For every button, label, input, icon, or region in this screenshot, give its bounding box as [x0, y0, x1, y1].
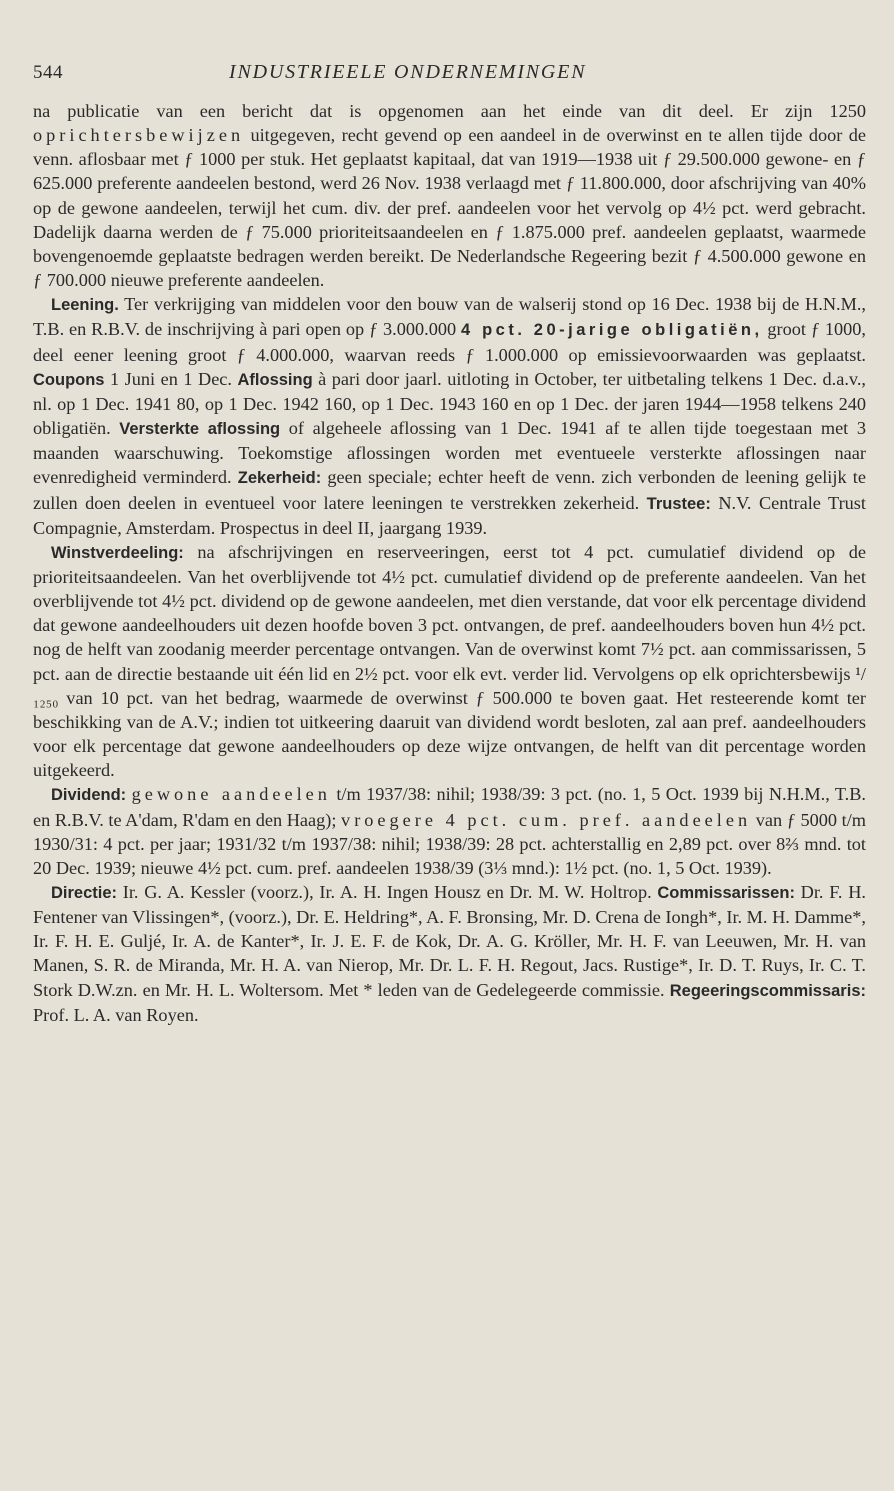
text-run: geen speciale; echter heeft de venn. zich verbonden de leening gelijk te zullen doen deelen in eventueel voor latere leeningen te verstrekken zekerheid. — [33, 467, 866, 513]
section-heading: Coupons — [33, 370, 105, 389]
section-heading: Leening. — [51, 296, 119, 315]
text-run: à pari door jaarl. uitloting in October, ter uitbetaling telkens 1 Dec. d.a.v., nl. op 1 Dec. 1941 80, op 1 Dec. 1942 160, op 1 Dec. 1943 160 en op 1 Dec. der jaren 1944—1958 telkens 240 obligatiën. — [33, 368, 866, 439]
section-heading: Trustee: — [646, 494, 711, 513]
section-heading: Directie: — [51, 884, 118, 902]
section-heading: Aflossing — [237, 370, 313, 389]
text-run: t/m 1937/38: nihil; 1938/39: 3 pct. (no. 1, 5 Oct. 1939 bij N.H.M., T.B. en R.B.V. te A'dam, R'dam en den Haag); — [33, 784, 866, 830]
text-run: uitgegeven, recht gevend op een aandeel in de overwinst en te allen tijde door de venn. aflosbaar met ƒ 1000 per stuk. Het geplaatst kapitaal, dat van 1919—1938 uit ƒ 29.500.000 gewone- en ƒ 625.000 preferente aandeelen bestond, werd 26 Nov. 1938 verlaagd met ƒ 11.800.000, door afschrijving van 40% op de gewone aandeelen, terwijl het cum. div. der pref. aandeelen voor het vervolg op 4½ pct. werd gebracht. Dadelijk daarna werden de ƒ 75.000 prioriteitsaandeelen en ƒ 1.875.000 pref. aandeelen geplaatst, waarmede bovengenoemde geplaatste bedragen werden bereikt. De Nederlandsche Regeering bezit ƒ 4.500.000 gewone en ƒ 700.000 nieuwe preferente aandeelen. — [33, 125, 866, 291]
paragraph-dividend — [33, 782, 866, 880]
page-number: 544 — [33, 62, 63, 83]
section-heading: Winstverdeeling: — [51, 543, 184, 562]
text-run: na publicatie van een bericht dat is opgenomen aan het einde van dit deel. Er zijn 1250 — [33, 101, 866, 121]
text-run: Ter verkrijging van middelen voor den bouw van de walserij stond op 16 Dec. 1938 bij de H.N.M., T.B. en R.B.V. de inschrijving à pari open op ƒ 3.000.000 — [33, 294, 866, 340]
text-run: N.V. Centrale Trust Compagnie, Amsterdam. Prospectus in deel II, jaargang 1939. — [33, 492, 866, 538]
section-heading: Versterkte aflossing — [119, 420, 281, 439]
text-run: Prof. L. A. van Royen. — [33, 1004, 199, 1025]
section-heading: Dividend: — [51, 786, 127, 805]
spaced-term: oprichtersbewijzen — [33, 125, 245, 146]
running-title: INDUSTRIEELE ONDERNEMINGEN — [229, 61, 587, 83]
spaced-term: vroegere 4 pct. cum. pref. aandeelen — [341, 809, 752, 830]
text-run: groot ƒ 1000, deel eener leening groot ƒ 4.000.000, waarvan reeds ƒ 1.000.000 op emissievoorwaarden was geplaatst. — [33, 319, 866, 365]
text-run: na afschrijvingen en reserveeringen, eerst tot 4 pct. cumulatief dividend op de prioriteitsaandeelen. Van het overblijvende tot 4½ pct. cumulatief dividend op de preferente aandeelen. Van het overblijvende tot 4½ pct. dividend op de gewone aandeelen, met dien verstande, dat voor elk percentage dividend dat gewone aandeelhouders uit dezen hoofde boven 3 pct. ontvangen, de pref. aandeelhouders boven hun 4½ pct. nog de helft van zoodanig meerder percentage ontvangen. Van de overwinst komt 7½ pct. aan commissarissen, 5 pct. aan de directie bestaande uit één lid en 2½ pct. voor elk evt. verder lid. Vervolgens op elk oprichtersbewijs ¹/₁₂₅₀ van 10 pct. van het bedrag, waarmede de overwinst ƒ 500.000 te boven gaat. Het resteerende komt ter beschikking van de A.V.; indien tot uitkeering daaruit van dividend wordt besloten, zal aan pref. aandeelhouders voor elk percentage dat gewone aandeelhouders op deze wijze ontvangen, de helft van dit percentage worden uitgekeerd. — [33, 541, 866, 781]
text-run: of algeheele aflossing van 1 Dec. 1941 af te allen tijde toegestaan met 3 maanden waarschuwing. Toekomstige aflossingen worden met eventueele versterkte aflossingen naar evenredigheid verminderd. — [33, 418, 867, 488]
spaced-heading: 4 pct. 20-jarige obligatiën, — [461, 321, 763, 340]
running-head — [33, 56, 866, 88]
text-run: Dr. F. H. Fentener van Vlissingen*, (voorz.), Dr. E. Heldring*, A. F. Bronsing, Mr. D. Crena de Iongh*, Ir. M. H. Damme*, Ir. F. H. E. Guljé, Ir. A. de Kanter*, Ir. J. E. F. de Kok, Dr. A. G. Kröller, Mr. H. F. van Leeuwen, Mr. H. van Manen, S. R. de Miranda, Mr. H. A. van Nierop, Mr. Dr. L. F. H. Regout, Jacs. Rustige*, Ir. D. T. Ruys, Ir. C. T. Stork D.W.zn. en Mr. H. L. Woltersom. Met * leden van de Gedelegeerde commissie. — [33, 882, 866, 1000]
paragraph-kapitaal — [33, 99, 866, 292]
spaced-term: gewone aandeelen — [131, 784, 331, 805]
text-run: van ƒ 5000 t/m 1930/31: 4 pct. per jaar; 1931/32 t/m 1937/38: nihil; 1938/39: 28 pct. achterstallig en 2,89 pct. over 8⅔ mnd. tot 20 Dec. 1939; nieuwe 4½ pct. cum. pref. aandeelen 1938/39 (3⅓ mnd.): 1½ pct. (no. 1, 5 Oct. 1939). — [33, 809, 867, 878]
text-run: 1 Juni en 1 Dec. — [104, 368, 238, 389]
paragraph-leening — [33, 292, 866, 540]
section-heading: Zekerheid: — [237, 469, 322, 488]
body-text — [33, 99, 866, 1027]
text-run: Ir. G. A. Kessler (voorz.), Ir. A. H. Ingen Housz en Dr. M. W. Holtrop. — [117, 882, 658, 902]
paragraph-directie — [33, 880, 866, 1027]
paragraph-winstverdeeling — [33, 540, 866, 783]
section-heading: Regeeringscommissaris: — [669, 981, 866, 1000]
section-heading: Commissarissen: — [657, 884, 795, 902]
